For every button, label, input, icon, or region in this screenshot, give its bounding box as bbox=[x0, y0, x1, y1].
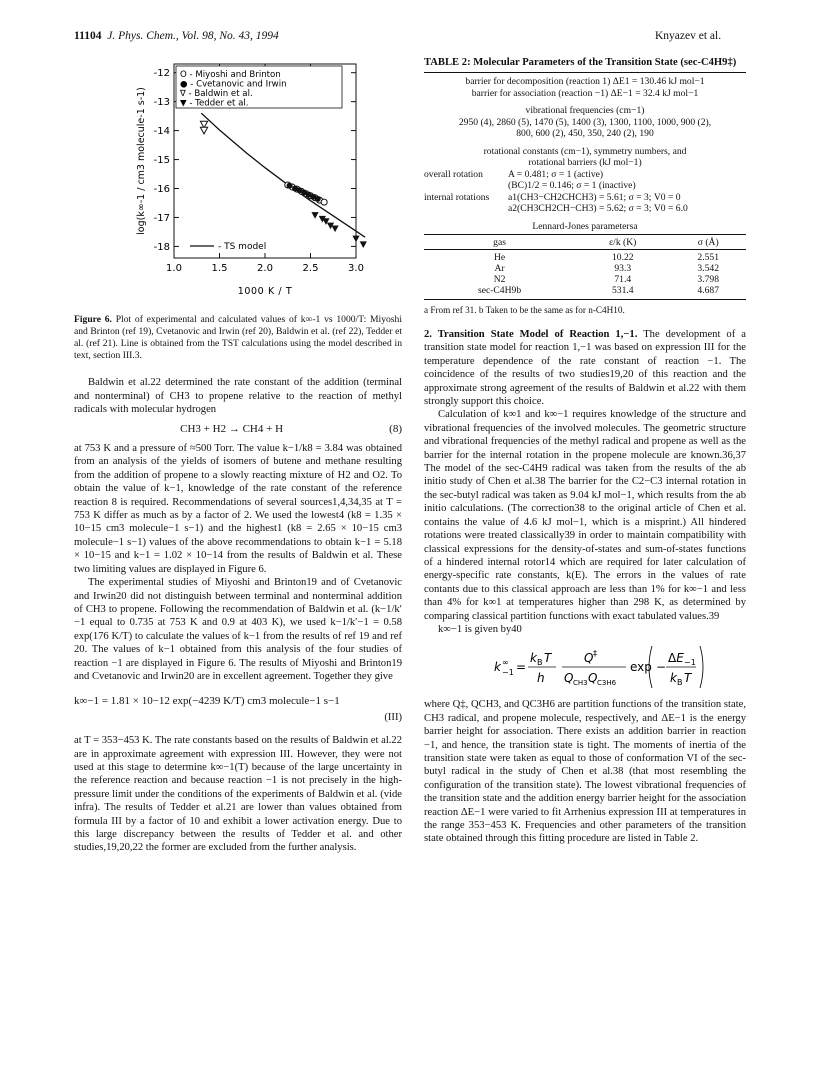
x-tick-label: 1.5 bbox=[211, 263, 228, 274]
svg-text:C3H6: C3H6 bbox=[597, 679, 617, 688]
table-2-title bbox=[424, 56, 746, 69]
legend-ts-model: - TS model bbox=[218, 242, 267, 252]
y-tick-label: -17 bbox=[153, 212, 170, 224]
y-tick-label: -14 bbox=[153, 126, 170, 138]
journal-citation: J. Phys. Chem., Vol. 98, No. 43, 1994 bbox=[107, 30, 279, 42]
vib-values-2: 800, 600 (2), 450, 350, 240 (2), 190 bbox=[516, 128, 654, 139]
series-line-ts-model bbox=[201, 113, 365, 237]
equation-k-inf bbox=[424, 638, 746, 694]
table-row bbox=[424, 263, 746, 274]
lj-table bbox=[424, 237, 746, 296]
equation-III bbox=[74, 695, 402, 708]
legend-entry: O - Miyoshi and Brinton bbox=[180, 70, 281, 80]
svg-text:B: B bbox=[537, 658, 543, 668]
svg-text:Q: Q bbox=[564, 671, 574, 686]
lj-gas: N2 bbox=[493, 274, 506, 285]
y-tick-label: -15 bbox=[153, 155, 170, 167]
x-tick-label: 2.0 bbox=[257, 263, 273, 274]
internal-rotation-a1: a1(CH3−CH2CHCH3) = 5.61; σ = 3; V0 = 0 bbox=[508, 191, 681, 203]
barrier-association: barrier for association (reaction −1) ΔE−1 = 32.4 kJ mol−1 bbox=[471, 87, 699, 99]
lj-gas: Ar bbox=[494, 263, 505, 274]
svg-text:T: T bbox=[684, 671, 692, 686]
paragraph-calculation: Calculation of k∞1 and k∞−1 requires knowledge of the structure and vibrational frequencies of the involved molecules. The geometric structure and vibrational frequencies of the methyl radical and propene as well as the barrier for the internal rotation in the propene molecule are known.36,37 The model of the sec-C4H9 radical was taken from the results of the ab initio study of Chen et al.38 The barrier for the C2−C3 internal rotation in the sec-butyl radical was taken as 9.04 kJ mol−1, which results from the ab initio calculations. (The correction38 to the original article of Chen et al. contains the value of 4.6 kJ mol−1, which is a misprint.) All hindered rotations were treated classically39 in order to maintain compatibility with classical expressions for the density-of-states and sum-of-states functions of a hindered internal rotor14 which are required for later calculation of energy-specific rate constants, k(E). The errors in the values of rate contants due to this classical approach are less than 1% for k∞−1 and less than 4% for k∞1 at temperatures higher than 298 K, as determined by comparing classical partition functions with exact tabulated values.39 bbox=[424, 409, 746, 622]
rot-heading-2: rotational barriers (kJ mol−1) bbox=[528, 157, 642, 168]
table-2-body bbox=[424, 73, 746, 300]
table-2-caption: Molecular Parameters of the Transition State (sec-C4H9‡) bbox=[473, 57, 737, 68]
right-column bbox=[424, 56, 746, 846]
paragraph-partition-functions: where Q‡, QCH3, and QC3H6 are partition functions of the transition state, CH3 radical, and propene molecule, respectively, and ΔE−1 is the energy barrier height for association. There exists an addition barrier in reaction −1, and hence, the transition state is tight. The moments of inertia of the transition state were taken as equal to those of conformation VI of the sec-butyl radical in the study of Chen et al.38 (that most resembling the configuration of the transition state). The lowest vibrational frequencies of the transition state and the addition energy barrier height for the association reaction ΔE−1 were varied to fit Arrhenius expression III at temperatures in the range 353−453 K. Frequencies and other parameters of the transition state obtained through this fitting procedure are listed in Table 2. bbox=[424, 699, 746, 845]
lj-eps: 71.4 bbox=[614, 274, 632, 285]
table-row bbox=[424, 274, 746, 285]
page-number: 11104 bbox=[74, 30, 102, 42]
vib-values-1: 2950 (4), 2860 (5), 1470 (5), 1400 (3), 1300, 1100, 1000, 900 (2), bbox=[458, 116, 712, 128]
data-point-miyoshi bbox=[321, 199, 327, 205]
figure-6-chart bbox=[74, 56, 402, 306]
y-tick-label: -12 bbox=[153, 68, 170, 80]
section-title: 2. Transition State Model of Reaction 1,−1. bbox=[424, 329, 638, 340]
figure-caption-label: Figure 6. bbox=[74, 314, 112, 326]
data-point-baldwin bbox=[200, 127, 207, 134]
x-axis-label: 1000 K / T bbox=[237, 286, 293, 297]
svg-text:Q: Q bbox=[584, 651, 594, 666]
paragraph-baldwin: Baldwin et al.22 determined the rate constant of the addition (terminal and nonterminal) of CH3 to propene relative to the reaction of methyl radicals with molecular hydrogen bbox=[74, 377, 402, 416]
svg-text:h: h bbox=[537, 671, 545, 686]
paragraph-experimental: The experimental studies of Miyoshi and Brinton19 and of Cvetanovic and Irwin20 did not distinguish between terminal and nonterminal addition of CH3 to propene. Following the recommendation of Baldwin et al. (k−1/k′−1 equal to 0.735 at 753 K and 0.9 at 403 K), we used k−1/k′−1 = 0.58 exp(176 K/T) to calculate the values of k−1 from the results of ref 19 and ref 20. The values of k−1 obtained from this analysis of the four studies of reaction −1 are displayed in Figure 6. The results of Miyoshi and Brinton19 and Cvetanovic and Irwin20 are in excellent agreement. Together they give bbox=[74, 577, 402, 682]
figure-caption-text: Plot of experimental and calculated values of k∞-1 vs 1000/T: Miyoshi and Brinton (ref 19), Cvetanovic and Irwin (ref 20), Baldwin et al. (ref 22), Tedder et al. (ref 21). Line is obtained from the TST calculations using the model described in text, section III.3. bbox=[74, 314, 402, 362]
left-column bbox=[74, 56, 402, 855]
svg-text:CH3: CH3 bbox=[573, 679, 588, 688]
y-tick-label: -16 bbox=[153, 184, 170, 196]
overall-rotation-row-2 bbox=[424, 180, 746, 192]
data-point-tedder bbox=[352, 236, 359, 243]
vib-heading: vibrational frequencies (cm−1) bbox=[525, 105, 645, 116]
lj-col-sigma: σ (Å) bbox=[697, 237, 719, 248]
legend-entry: ● - Cvetanovic and Irwin bbox=[180, 79, 287, 90]
page-header-authors: Knyazev et al. bbox=[655, 30, 722, 42]
svg-text:B: B bbox=[677, 678, 683, 688]
svg-text:k: k bbox=[530, 651, 537, 666]
legend-entry: ▼ - Tedder et al. bbox=[180, 98, 249, 109]
internal-rotation-label: internal rotations bbox=[424, 191, 490, 203]
data-point-cvetanovic bbox=[315, 196, 321, 202]
svg-text:exp: exp bbox=[630, 660, 652, 675]
x-tick-label: 1.0 bbox=[166, 263, 182, 274]
data-point-tedder bbox=[331, 225, 338, 232]
equation-8-number: (8) bbox=[389, 422, 402, 435]
svg-text:∞: ∞ bbox=[502, 658, 509, 668]
svg-text:Q: Q bbox=[588, 671, 598, 686]
data-point-cvetanovic bbox=[287, 183, 293, 189]
overall-rotation-a: A = 0.481; σ = 1 (active) bbox=[508, 168, 604, 180]
paragraph-ts-model bbox=[424, 328, 746, 408]
lj-eps: 10.22 bbox=[611, 252, 634, 263]
lj-rule bbox=[424, 234, 746, 235]
paragraph-k8: at 753 K and a pressure of ≈500 Torr. The value k−1/k8 = 3.84 was obtained from an analysis of the yields of isomers of butene and methane resulting from the addition of propene to a slowly reacting mixture of H2 and O2. To obtain the value of k−1, knowledge of the rate constant of the reference reaction 8 is required. Recommendations of several sources1,4,34,35 at T = 753 K differ as much as by a factor of 2. We used the lowest4 (k8 = 1.35 × 10−15 cm3 molecule−1 s−1) and the highest1 (k8 = 2.65 × 10−15 cm3 molecule−1 s−1) values of the above recommendations to obtain k−1 = 5.18 × 10−15 and k−1 = 1.02 × 10−14 from the results of Baldwin et al. These two limiting values are displayed in Figure 6. bbox=[74, 443, 402, 575]
paragraph-range: at T = 353−453 K. The rate constants based on the results of Baldwin et al.22 are in approximate agreement with expression III. However, they were not used at this stage to determine k∞−1(T) because of the large uncertainty in the reference reaction and because reaction −1 is not precisely in the high-pressure limit under the conditions of the experiments of Baldwin et al. (vide infra). The results of Tedder et al.21 are lower than values obtained from formula III by a factor of 10 and exhibit a lower activation energy. Due to this large discrepancy between the results of Tedder et al. and other studies,19,20,22 the former are excluded from the further analysis. bbox=[74, 735, 402, 854]
lj-sigma: 3.798 bbox=[697, 274, 719, 285]
internal-rotation-row-2 bbox=[424, 203, 746, 215]
overall-rotation-row-1 bbox=[424, 169, 746, 181]
svg-text:=: = bbox=[516, 660, 527, 675]
x-tick-label: 2.5 bbox=[302, 263, 319, 274]
figure-6-caption bbox=[74, 314, 402, 362]
equation-8-body: CH3 + H2 → CH4 + H bbox=[180, 422, 284, 435]
table-2-footnote: a From ref 31. b Taken to be the same as for n-C4H10. bbox=[424, 305, 625, 315]
table-row bbox=[424, 285, 746, 296]
table-row bbox=[424, 252, 746, 263]
legend-entry: ∇ - Baldwin et al. bbox=[180, 89, 253, 99]
svg-text:T: T bbox=[544, 651, 552, 666]
lj-sigma: 2.551 bbox=[697, 252, 719, 263]
table-bottom-rule bbox=[424, 299, 746, 300]
lj-eps: 93.3 bbox=[614, 263, 632, 274]
lj-sigma: 3.542 bbox=[697, 263, 719, 274]
overall-rotation-label: overall rotation bbox=[424, 168, 483, 180]
rot-heading-1: rotational constants (cm−1), symmetry numbers, and bbox=[483, 145, 687, 157]
svg-text:k: k bbox=[670, 671, 677, 686]
lj-header-row bbox=[424, 237, 746, 248]
lj-col-gas: gas bbox=[493, 237, 506, 248]
x-tick-label: 3.0 bbox=[348, 263, 364, 274]
internal-rotation-row-1 bbox=[424, 192, 746, 204]
internal-rotation-a2: a2(CH3CH2CH−CH3) = 5.62; σ = 3; V0 = 6.0 bbox=[508, 203, 688, 214]
equation-III-body: k∞−1 = 1.81 × 10−12 exp(−4239 K/T) cm3 molecule−1 s−1 bbox=[74, 695, 340, 708]
lj-eps: 531.4 bbox=[611, 285, 634, 296]
y-axis-label: log(k∞-1 / cm3 molecule-1 s-1) bbox=[136, 87, 147, 235]
lj-gas: sec-C4H9b bbox=[477, 285, 522, 296]
svg-text:ΔE: ΔE bbox=[668, 651, 684, 666]
lj-heading: Lennard-Jones parametersa bbox=[532, 220, 638, 232]
y-tick-label: -13 bbox=[153, 97, 170, 109]
svg-text:−: − bbox=[656, 660, 667, 675]
page-header-left bbox=[74, 30, 279, 43]
svg-text:−1: −1 bbox=[684, 658, 696, 668]
equation-III-number: (III) bbox=[384, 711, 402, 723]
y-tick-label: -18 bbox=[153, 241, 170, 253]
paragraph-given-by: k∞−1 is given by40 bbox=[438, 623, 522, 635]
barrier-decomposition: barrier for decomposition (reaction 1) ΔE1 = 130.46 kJ mol−1 bbox=[465, 76, 705, 87]
data-point-tedder bbox=[311, 212, 318, 219]
overall-rotation-bc: (BC)1/2 = 0.146; σ = 1 (inactive) bbox=[508, 180, 636, 191]
svg-text:k: k bbox=[494, 660, 501, 675]
data-point-tedder bbox=[360, 241, 367, 248]
section-text: The development of a transition state model for reaction 1,−1 was based on expression III for the temperature dependence of the rate constant of reaction −1. The coincidence of the results of two studies19,20 of this reaction and the approximate strong agreement of the results of Baldwin et al.22 with them strongly support this choice. bbox=[424, 329, 746, 408]
svg-text:‡: ‡ bbox=[593, 649, 597, 659]
svg-text:−1: −1 bbox=[502, 668, 514, 678]
lj-col-eps: ε/k (K) bbox=[609, 237, 637, 248]
equation-8 bbox=[74, 423, 402, 436]
table-2-label: TABLE 2: bbox=[424, 57, 471, 68]
lj-sigma: 4.687 bbox=[697, 285, 719, 296]
equation-k-inf-graphic bbox=[424, 638, 746, 694]
lj-gas: He bbox=[493, 252, 506, 263]
